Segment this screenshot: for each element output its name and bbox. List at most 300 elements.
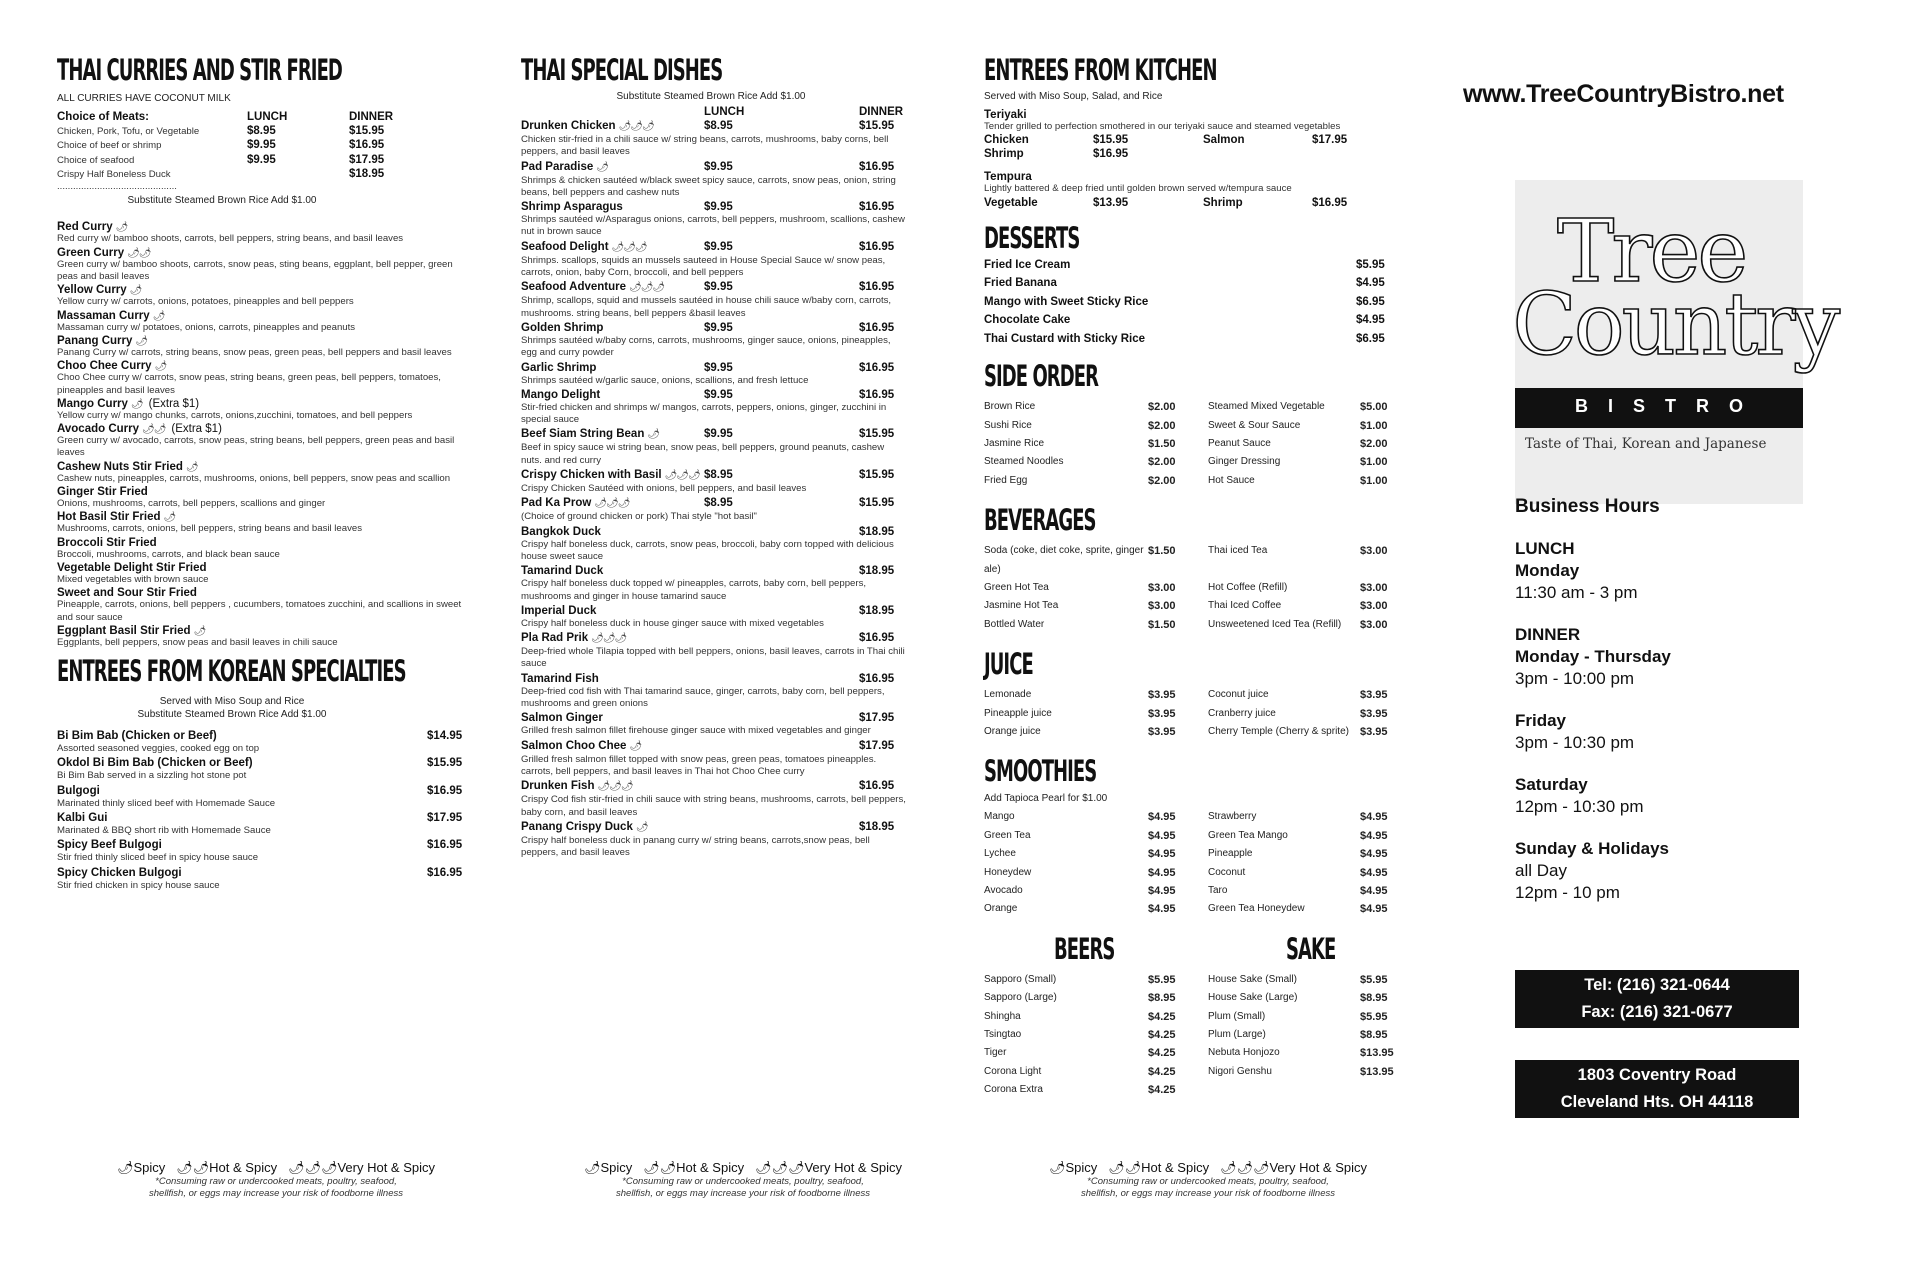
tempura-block — [984, 171, 1394, 209]
juice-name: Coconut juice — [1208, 689, 1269, 701]
logo-bistro: BISTRO — [1575, 396, 1764, 416]
menu-item-dinner-price: $16.95 — [859, 281, 895, 294]
menu-item-name: Pla Rad Prik 🌶🌶🌶 — [521, 632, 627, 645]
side-name: Peanut Sauce — [1208, 437, 1271, 449]
chili-icon: 🌶 — [584, 1160, 601, 1175]
menu-item — [521, 119, 906, 159]
sake-name: Plum (Large) — [1208, 1029, 1266, 1041]
menu-item-lunch-price: $9.95 — [704, 361, 733, 374]
side-title: SIDE ORDER — [984, 359, 1098, 394]
menu-item-name — [57, 360, 465, 372]
menu-item-name: Mango Delight — [521, 388, 601, 401]
chili-icon: 🌶🌶🌶 — [594, 498, 630, 510]
beverage-rows — [984, 542, 1394, 634]
spice-legend — [1048, 1160, 1368, 1176]
menu-item-name: Kalbi Gui — [57, 812, 108, 825]
beverages-name: Thai iced Tea — [1208, 545, 1268, 557]
menu-item-title: Eggplant Basil Stir Fried 🌶 — [57, 624, 206, 637]
menu-item-title: Broccoli Stir Fried — [57, 536, 157, 549]
menu-item-head — [521, 496, 906, 511]
menu-item-name: Golden Shrimp — [521, 321, 604, 334]
menu-item-name: Bi Bim Bab (Chicken or Beef) — [57, 730, 217, 743]
special-items — [521, 119, 906, 859]
meat-dinner-price: $15.95 — [349, 125, 385, 137]
kitchen-title: ENTREES FROM KITCHEN — [984, 53, 1217, 87]
sake-title: SAKE — [1286, 931, 1336, 966]
smoothies-price: $4.95 — [1148, 848, 1176, 861]
side-price: $1.50 — [1148, 437, 1176, 450]
chili-icon: 🌶 — [647, 429, 660, 441]
beverages-price: $1.50 — [1148, 618, 1176, 631]
hours-line: Monday - Thursday — [1515, 647, 1671, 666]
side-row — [984, 417, 1394, 435]
tempura-name: Tempura — [984, 171, 1032, 184]
juice-rows — [984, 686, 1394, 741]
menu-item — [521, 160, 906, 200]
special-lunch-label: LUNCH — [704, 106, 745, 118]
menu-item-desc: Assorted seasoned veggies, cooked egg on top — [57, 743, 260, 755]
menu-item-lunch-price: $9.95 — [704, 201, 733, 214]
sake-row — [1208, 1008, 1420, 1026]
menu-item-lunch-price: $8.95 — [704, 497, 733, 510]
dessert-row — [984, 274, 1394, 293]
hours-line: 11:30 am - 3 pm — [1515, 583, 1638, 602]
menu-item-title: Cashew Nuts Stir Fried 🌶 — [57, 460, 198, 473]
side-price: $1.00 — [1360, 419, 1388, 432]
chili-icon: 🌶 — [135, 335, 148, 347]
menu-item-lunch-price: $8.95 — [704, 120, 733, 132]
menu-item-price: $16.95 — [427, 784, 463, 797]
sake-items — [1208, 971, 1420, 1081]
business-hours — [1515, 496, 1835, 924]
menu-item — [57, 360, 465, 397]
menu-item-head — [521, 779, 906, 794]
beers-sake — [984, 931, 1394, 1100]
chili-icon: 🌶 — [152, 310, 165, 322]
beverages-price: $3.00 — [1360, 618, 1388, 631]
side-price: $2.00 — [1148, 456, 1176, 469]
side-name: Sweet & Sour Sauce — [1208, 419, 1301, 431]
juice-price: $3.95 — [1148, 707, 1176, 720]
menu-item — [521, 496, 906, 523]
menu-item-lunch-price: $9.95 — [704, 240, 733, 253]
legend-hot: Hot & Spicy — [1141, 1160, 1210, 1175]
meat-lunch-price: $8.95 — [247, 125, 276, 137]
menu-item — [57, 838, 465, 864]
menu-item-desc: Green curry w/ bamboo shoots, carrots, snow peas, sting beans, eggplant, bell pepper, green peas and basil leaves — [57, 258, 453, 283]
menu-item-lunch-price: $9.95 — [704, 388, 733, 401]
chili-icon: 🌶 — [596, 161, 608, 173]
menu-item-name: Beef Siam String Bean 🌶 — [521, 428, 660, 441]
teriyaki-chicken-price: $15.95 — [1093, 134, 1129, 147]
hours-block — [1515, 538, 1835, 604]
menu-item — [521, 200, 906, 239]
beers-name: Sapporo (Large) — [984, 992, 1057, 1004]
warning-line2: shellfish, or eggs may increase your risk of foodborne illness — [1081, 1187, 1335, 1199]
menu-item-desc: Crispy half boneless duck in panang curry w/ string beans, carrots,snow peas, bell peppers, and basil leaves — [521, 834, 870, 859]
hours-label: Sunday & Holidays — [1515, 839, 1669, 858]
smoothies-title: SMOOTHIES — [984, 754, 1097, 789]
juice-row — [984, 686, 1394, 704]
menu-item-head — [521, 739, 906, 754]
menu-item-name — [57, 247, 465, 259]
beverages-row — [984, 542, 1394, 579]
beverages-price: $3.00 — [1360, 581, 1388, 594]
smoothies-row — [984, 827, 1394, 845]
menu-item-desc: Massaman curry w/ potatoes, onions, carrots, pineapples and peanuts — [57, 321, 356, 333]
teriyaki-row2 — [984, 147, 1394, 161]
smoothies-name: Strawberry — [1208, 811, 1257, 823]
menu-item-dinner-price: $16.95 — [859, 388, 895, 401]
menu-item — [521, 525, 906, 564]
menu-item — [57, 537, 465, 561]
sake-price: $8.95 — [1360, 992, 1388, 1005]
logo-tagline: Taste of Thai, Korean and Japanese — [1525, 436, 1767, 452]
menu-item-desc: (Choice of ground chicken or pork) Thai style "hot basil" — [521, 511, 757, 523]
chili-icon: 🌶🌶🌶 — [754, 1160, 805, 1175]
smoothies-price: $4.95 — [1360, 811, 1388, 824]
chili-icon: 🌶🌶🌶 — [664, 470, 700, 482]
side-name: Ginger Dressing — [1208, 456, 1281, 468]
menu-item-head — [57, 866, 465, 880]
menu-item-price: $15.95 — [427, 757, 463, 770]
smoothies-price: $4.95 — [1360, 866, 1388, 879]
meat-lunch-price: $9.95 — [247, 153, 276, 166]
menu-item-desc: Shrimps sautéed w/garlic sauce, onions, scallions, and fresh lettuce — [521, 374, 809, 386]
chili-icon: 🌶🌶 — [142, 424, 166, 436]
menu-item — [57, 784, 465, 810]
menu-item — [521, 820, 906, 860]
dessert-name: Fried Banana — [984, 277, 1057, 290]
teriyaki-block — [984, 109, 1394, 161]
menu-item-desc: Shrimp, scallops, squid and mussels sautéed in house chili sauce w/baby corn, carrots, mushrooms. string beans, bell peppers &basil leaves — [521, 295, 892, 319]
menu-item-price: $17.95 — [427, 812, 463, 825]
hours-label: Saturday — [1515, 775, 1588, 794]
menu-item — [521, 361, 906, 387]
menu-item-dinner-price: $16.95 — [859, 361, 895, 374]
side-price: $2.00 — [1148, 419, 1176, 432]
menu-item-desc: Crispy half boneless duck topped w/ pineapples, carrots, baby corn, bell peppers, mushrooms and ginger in house tamarind sauce — [521, 578, 867, 602]
menu-item-desc: Shrimps sautéed w/baby corns, carrots, mushrooms, ginger sauce, onions, pineapples, egg and curry powder — [521, 334, 891, 359]
smoothies-name: Orange — [984, 903, 1018, 915]
beers-row — [984, 1026, 1208, 1044]
chili-icon: 🌶🌶 — [1108, 1160, 1142, 1175]
meat-name: Crispy Half Boneless Duck ............................................. — [57, 168, 177, 193]
chili-icon: 🌶🌶🌶 — [597, 781, 633, 793]
teriyaki-salmon-price: $17.95 — [1312, 134, 1348, 147]
menu-item-name — [57, 335, 465, 347]
menu-item-lunch-price — [704, 631, 859, 646]
menu-item-head — [521, 672, 906, 686]
desserts-title: DESSERTS — [984, 220, 1080, 255]
legend-hot: Hot & Spicy — [676, 1160, 745, 1175]
sake-row — [1208, 971, 1420, 989]
menu-item-name: Bulgogi — [57, 784, 100, 797]
menu-item-title: Massaman Curry 🌶 — [57, 309, 165, 322]
menu-item — [57, 247, 465, 284]
side-rows — [984, 398, 1394, 490]
hours-line: 12pm - 10 pm — [1515, 883, 1620, 902]
beverages-name: Thai Iced Coffee — [1208, 600, 1282, 612]
teriyaki-name: Teriyaki — [984, 109, 1027, 121]
teriyaki-shrimp: Shrimp — [984, 148, 1024, 161]
juice-price: $3.95 — [1148, 689, 1176, 702]
menu-item-name: Garlic Shrimp — [521, 361, 597, 374]
menu-item-name: Drunken Fish 🌶🌶🌶 — [521, 780, 633, 793]
menu-item — [521, 779, 906, 819]
menu-item-name: Shrimp Asparagus — [521, 201, 623, 214]
meat-lunch-price: $9.95 — [247, 139, 276, 152]
menu-item-name: Pad Paradise 🌶 — [521, 160, 608, 173]
menu-item-dinner-price: $16.95 — [859, 240, 895, 253]
korean-items — [57, 729, 465, 892]
menu-item-dinner-price: $18.95 — [859, 604, 895, 617]
legend-spicy: Spicy — [600, 1160, 633, 1175]
tempura-shrimp: Shrimp — [1203, 196, 1243, 209]
hours-line: 12pm - 10:30 pm — [1515, 797, 1644, 816]
menu-item-lunch-price — [704, 672, 859, 686]
warning-line1: *Consuming raw or undercooked meats, poultry, seafood, — [1087, 1176, 1329, 1187]
menu-item — [521, 631, 906, 671]
menu-item-desc: Shrimps sautéed w/Asparagus onions, carrots, bell peppers, mushroom, scallions, cashew nut in brown sauce — [521, 214, 905, 238]
sake-block — [1208, 931, 1420, 1100]
menu-item-lunch-price — [704, 779, 859, 794]
juice-price: $3.95 — [1360, 707, 1388, 720]
sake-row — [1208, 989, 1420, 1007]
legend-very-hot: Very Hot & Spicy — [337, 1160, 435, 1175]
beers-name: Sapporo (Small) — [984, 973, 1057, 985]
footer-2 — [583, 1160, 903, 1199]
menu-item — [57, 423, 465, 460]
menu-item-head — [521, 564, 906, 578]
menu-item-head — [521, 631, 906, 646]
menu-item-head — [521, 160, 906, 175]
chili-icon: 🌶 — [117, 1160, 134, 1175]
menu-item-desc: Shrimps. scallops, squids an mussels sauteed in House Special Sauce w/ snow peas, carrots, onion, baby Corn, broccoli, and bell peppers — [521, 254, 886, 279]
dessert-name: Thai Custard with Sticky Rice — [984, 332, 1146, 345]
juice-name: Lemonade — [984, 689, 1032, 701]
menu-item-name — [57, 398, 465, 410]
side-name: Hot Sauce — [1208, 474, 1255, 486]
website-url[interactable]: www.TreeCountryBistro.net — [1463, 80, 1784, 108]
smoothies-row — [984, 808, 1394, 826]
chili-icon: 🌶🌶🌶 — [1219, 1160, 1270, 1175]
side-price: $1.00 — [1360, 474, 1388, 487]
meats-list — [57, 124, 465, 193]
smoothies-price: $4.95 — [1360, 829, 1388, 842]
chili-icon: 🌶 — [185, 461, 198, 473]
menu-item-desc: Crispy half boneless duck in house ginger sauce with mixed vegetables — [521, 617, 824, 629]
menu-item-price: $16.95 — [427, 866, 463, 879]
smoothies-name: Lychee — [984, 848, 1016, 860]
chili-icon: 🌶 — [635, 821, 648, 833]
beverages-name: Bottled Water — [984, 618, 1045, 630]
sake-name: House Sake (Large) — [1208, 992, 1298, 1004]
menu-item-desc: Stir-fried chicken and shrimps w/ mangos, carrots, peppers, onions, ginger, zucchini in special sauce — [521, 401, 887, 426]
chili-icon: 🌶 — [115, 222, 128, 234]
meat-dinner-price: $18.95 — [349, 167, 385, 180]
menu-item-lunch-price: $9.95 — [704, 321, 733, 334]
menu-item-title: Red Curry 🌶 — [57, 221, 128, 234]
side-price: $2.00 — [1360, 437, 1388, 450]
beverages-row — [984, 616, 1394, 634]
tempura-vegetable-price: $13.95 — [1093, 196, 1129, 209]
menu-item-dinner-price: $15.95 — [859, 469, 895, 482]
menu-item-name — [57, 562, 465, 574]
dessert-price: $5.95 — [1356, 258, 1385, 271]
menu-item-name: Panang Crispy Duck 🌶 — [521, 820, 648, 833]
chili-icon: 🌶🌶 — [176, 1160, 210, 1175]
beverages-price: $3.00 — [1148, 581, 1176, 594]
menu-item — [521, 672, 906, 711]
menu-item — [521, 427, 906, 467]
menu-item — [57, 398, 465, 422]
menu-item-desc: Cashew nuts, pineapples, carrots, mushrooms, onions, bell peppers, snow peas and scallion — [57, 472, 451, 484]
beers-price: $8.95 — [1148, 992, 1176, 1005]
menu-item — [57, 335, 465, 359]
chili-icon: 🌶🌶🌶 — [611, 241, 647, 253]
beverages-price: $3.00 — [1360, 600, 1388, 613]
hours-label: Friday — [1515, 711, 1567, 730]
side-name: Jasmine Rice — [984, 437, 1045, 449]
menu-item-name — [57, 537, 465, 549]
dessert-row — [984, 256, 1394, 275]
beverages-price: $1.50 — [1148, 545, 1176, 558]
menu-item-name — [57, 625, 465, 637]
menu-item-name: Crispy Chicken with Basil 🌶🌶🌶 — [521, 469, 700, 482]
menu-item-head — [521, 388, 906, 402]
side-name: Brown Rice — [984, 401, 1036, 413]
menu-item — [521, 388, 906, 427]
dessert-price: $4.95 — [1356, 277, 1385, 290]
menu-item-desc: Shrimps & chicken sautéed w/black sweet spicy sauce, carrots, snow peas, onion, string beans, bell peppers and cashew nuts — [521, 174, 896, 198]
beers-row — [984, 1081, 1208, 1099]
curries-substitute: Substitute Steamed Brown Rice Add $1.00 — [127, 195, 317, 207]
menu-item-name — [57, 486, 465, 498]
footer-1 — [116, 1160, 436, 1199]
sake-price: $5.95 — [1360, 1010, 1388, 1023]
juice-name: Cranberry juice — [1208, 707, 1276, 719]
side-row — [984, 472, 1394, 490]
menu-item-name — [57, 461, 465, 473]
menu-item-title: Mango Curry 🌶 — [57, 397, 143, 410]
contact-box — [1515, 970, 1799, 1028]
juice-title: JUICE — [984, 647, 1033, 682]
menu-item — [57, 756, 465, 782]
beers-name: Tiger — [984, 1047, 1007, 1059]
smoothies-price: $4.95 — [1360, 903, 1388, 916]
sake-price: $13.95 — [1360, 1065, 1394, 1078]
beers-row — [984, 1044, 1208, 1062]
dessert-price: $4.95 — [1356, 314, 1385, 327]
menu-item-dinner-price: $18.95 — [859, 820, 895, 833]
beverages-name: Unsweetened Iced Tea (Refill) — [1208, 618, 1342, 630]
beers-price: $4.25 — [1148, 1029, 1176, 1042]
sake-name: Plum (Small) — [1208, 1010, 1266, 1022]
hours-line: Monday — [1515, 561, 1580, 580]
menu-item — [521, 739, 906, 779]
juice-name: Orange juice — [984, 725, 1041, 737]
sake-row — [1208, 1026, 1420, 1044]
smoothies-name: Avocado — [984, 885, 1023, 896]
side-price: $2.00 — [1148, 401, 1176, 414]
address-box — [1515, 1060, 1799, 1118]
address-line2: Cleveland Hts. OH 44118 — [1560, 1093, 1754, 1111]
menu-item — [57, 866, 465, 892]
column-special — [521, 52, 906, 860]
dessert-row — [984, 330, 1394, 349]
sake-price: $5.95 — [1360, 973, 1388, 986]
menu-item-name: Spicy Chicken Bulgogi — [57, 866, 182, 879]
side-row — [984, 453, 1394, 471]
juice-price: $3.95 — [1148, 725, 1176, 738]
warning-line1: *Consuming raw or undercooked meats, poultry, seafood, — [622, 1176, 864, 1187]
menu-item — [57, 811, 465, 837]
menu-item — [521, 604, 906, 630]
legend-spicy: Spicy — [133, 1160, 166, 1175]
menu-item-dinner-price: $16.95 — [859, 160, 895, 173]
beers-row — [984, 971, 1208, 989]
juice-name: Pineapple juice — [984, 707, 1052, 719]
tel[interactable]: Tel: (216) 321-0644 — [1584, 976, 1730, 994]
special-header — [521, 105, 906, 119]
menu-item — [57, 625, 465, 649]
korean-note1: Served with Miso Soup and Rice — [159, 696, 305, 708]
side-name: Steamed Noodles — [984, 456, 1064, 468]
menu-item-head — [57, 838, 465, 852]
beers-row — [984, 989, 1208, 1007]
menu-item-dinner-price: $15.95 — [859, 428, 895, 441]
menu-item-name — [57, 423, 465, 435]
menu-item-lunch-price — [704, 820, 859, 835]
menu-item-name: Imperial Duck — [521, 604, 597, 617]
menu-item-price: $16.95 — [427, 839, 463, 852]
menu-item-title: Ginger Stir Fried — [57, 486, 148, 499]
menu-item-head — [521, 604, 906, 618]
menu-item-name — [57, 221, 465, 233]
menu-item-lunch-price: $9.95 — [704, 428, 733, 441]
warning-line1: *Consuming raw or undercooked meats, poultry, seafood, — [155, 1176, 397, 1187]
menu-item-desc: Mushrooms, carrots, onions, bell peppers, string beans and basil leaves — [57, 523, 363, 535]
chili-icon: 🌶🌶 — [127, 247, 151, 259]
smoothies-price: $4.95 — [1148, 866, 1176, 879]
menu-item-head — [57, 756, 465, 770]
smoothies-price: $4.95 — [1360, 885, 1388, 897]
dinner-label: DINNER — [349, 111, 394, 123]
hours-block — [1515, 774, 1835, 818]
menu-item — [57, 310, 465, 334]
menu-item-head — [521, 468, 906, 483]
beverages-name: Soda (coke, diet coke, sprite, ginger ale) — [984, 545, 1144, 575]
smoothies-name: Coconut — [1208, 866, 1246, 878]
menu-item-name: Tamarind Fish — [521, 672, 599, 685]
menu-item-dinner-price: $18.95 — [859, 525, 895, 538]
menu-item-dinner-price: $17.95 — [859, 739, 895, 752]
logo-word-country: Country — [1512, 275, 1838, 375]
side-name: Steamed Mixed Vegetable — [1208, 401, 1325, 413]
smoothies-note: Add Tapioca Pearl for $1.00 — [984, 793, 1108, 805]
chili-icon: 🌶 — [163, 512, 176, 524]
fax: Fax: (216) 321-0677 — [1581, 1003, 1733, 1021]
menu-item-head — [521, 525, 906, 539]
spice-legend — [583, 1160, 903, 1176]
menu-item — [57, 729, 465, 755]
menu-item-lunch-price — [704, 525, 859, 539]
menu-item — [521, 711, 906, 737]
meat-dinner-price: $16.95 — [349, 139, 385, 152]
dessert-items — [984, 256, 1394, 349]
beers-title: BEERS — [1054, 931, 1115, 966]
